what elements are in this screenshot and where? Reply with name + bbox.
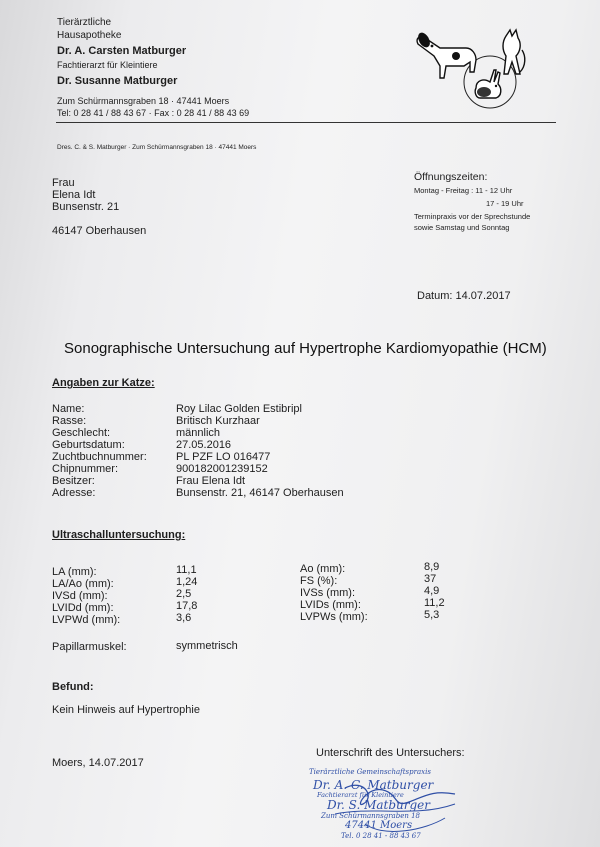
measure-label-fs: FS (%):: [300, 575, 338, 587]
cat-label-sex: Geschlecht:: [52, 427, 111, 439]
measure-label-ivsd: IVSd (mm):: [52, 590, 108, 602]
cat-value-name: Roy Lilac Golden Estibripl: [176, 403, 302, 415]
cat-label-chip: Chipnummer:: [52, 463, 119, 475]
cat-value-breed: Britisch Kurzhaar: [176, 415, 260, 427]
ultrasound-right-labels: [300, 563, 368, 623]
document-title: Sonographische Untersuchung auf Hypertrophe Kardiomyopathie (HCM): [64, 340, 547, 357]
stamp-line7: Tel. 0 28 41 - 88 43 67: [341, 832, 421, 840]
document-date: Datum: 14.07.2017: [417, 290, 511, 302]
stamp-line5: Zum Schürmannsgraben 18: [321, 812, 420, 820]
cat-label-breed: Rasse:: [52, 415, 87, 427]
vet1-name: Dr. A. Carsten Matburger: [57, 45, 187, 57]
measure-value-lvids: 11,2: [424, 597, 445, 609]
measure-value-ivss: 4,9: [424, 585, 440, 597]
papillar-label: Papillarmuskel:: [52, 641, 127, 653]
ultrasound-right-values: [424, 561, 445, 621]
cat-values: [176, 403, 344, 499]
animals-logo-icon: [410, 26, 530, 112]
cat-label-name: Name:: [52, 403, 85, 415]
cat-labels: [52, 403, 147, 499]
cat-label-birthdate: Geburtsdatum:: [52, 439, 125, 451]
measure-value-lvpwd: 3,6: [176, 612, 192, 624]
cat-value-chip: 900182001239152: [176, 463, 268, 475]
measure-value-ivsd: 2,5: [176, 588, 192, 600]
practice-stamp: [305, 768, 475, 847]
findings-text: Kein Hinweis auf Hypertrophie: [52, 704, 200, 716]
opening-hours-title: Öffnungszeiten:: [414, 171, 488, 183]
measure-value-fs: 37: [424, 573, 437, 585]
sender-line: Dres. C. & S. Matburger · Zum Schürmannsgraben 18 · 47441 Moers: [57, 144, 257, 151]
stamp-line2: Dr. A. C. Matburger: [313, 778, 434, 792]
measure-label-lvids: LVIDs (mm):: [300, 599, 361, 611]
findings-heading: Befund:: [52, 681, 94, 693]
cat-value-sex: männlich: [176, 427, 221, 439]
vet2-name: Dr. Susanne Matburger: [57, 75, 178, 87]
measure-value-lvidd: 17,8: [176, 600, 198, 612]
ultrasound-heading: Ultraschalluntersuchung:: [52, 529, 186, 541]
practice-phone-fax: Tel: 0 28 41 / 88 43 67 · Fax : 0 28 41 / 88 43 69: [57, 108, 250, 118]
practice-address: Zum Schürmannsgraben 18 · 47441 Moers: [57, 96, 230, 106]
measure-label-lvpws: LVPWs (mm):: [300, 611, 368, 623]
measure-value-la: 11,1: [176, 564, 197, 576]
opening-hours-line1: Montag - Freitag : 11 - 12 Uhr: [414, 186, 513, 195]
place-date: Moers, 14.07.2017: [52, 757, 144, 769]
measure-label-ivss: IVSs (mm):: [300, 587, 355, 599]
recipient-name: Elena Idt: [52, 189, 96, 201]
handwritten-signature-icon: [305, 768, 475, 847]
cat-value-address: Bunsenstr. 21, 46147 Oberhausen: [176, 487, 344, 499]
cat-label-studbook: Zuchtbuchnummer:: [52, 451, 147, 463]
stamp-line4: Dr. S. Matburger: [327, 798, 431, 812]
measure-value-ao: 8,9: [424, 561, 440, 573]
stamp-line3: Fachtierarzt für Kleintiere: [317, 791, 404, 799]
cat-section-heading: Angaben zur Katze:: [52, 377, 155, 389]
cat-value-studbook: PL PZF LO 016477: [176, 451, 271, 463]
measure-label-ao: Ao (mm):: [300, 563, 346, 575]
measure-label-lvpwd: LVPWd (mm):: [52, 614, 121, 626]
cat-value-owner: Frau Elena Idt: [176, 475, 246, 487]
letterhead-divider: [56, 122, 556, 123]
opening-hours-line2: 17 - 19 Uhr: [486, 199, 524, 208]
measure-label-lvidd: LVIDd (mm):: [52, 602, 114, 614]
opening-hours-line4: sowie Samstag und Sonntag: [414, 223, 510, 232]
recipient-salutation: Frau: [52, 177, 75, 189]
recipient-street: Bunsenstr. 21: [52, 201, 120, 213]
letterhead-line1: Tierärztliche: [57, 17, 112, 28]
opening-hours-line3: Terminpraxis vor der Sprechstunde: [414, 212, 531, 221]
signature-label: Unterschrift des Untersuchers:: [316, 747, 465, 759]
stamp-line6: 47441 Moers: [345, 820, 413, 831]
ultrasound-left-values: [176, 564, 197, 624]
papillar-value: symmetrisch: [176, 640, 238, 652]
cat-value-birthdate: 27.05.2016: [176, 439, 232, 451]
ultrasound-left-labels: [52, 566, 120, 626]
vet1-title: Fachtierarzt für Kleintiere: [57, 60, 158, 70]
measure-label-la: LA (mm):: [52, 566, 97, 578]
measure-value-la-ao: 1,24: [176, 576, 198, 588]
stamp-line1: Tierärztliche Gemeinschaftspraxis: [309, 768, 431, 776]
measure-value-lvpws: 5,3: [424, 609, 440, 621]
cat-label-owner: Besitzer:: [52, 475, 95, 487]
measure-label-la-ao: LA/Ao (mm):: [52, 578, 114, 590]
recipient-city: 46147 Oberhausen: [52, 225, 147, 237]
cat-label-address: Adresse:: [52, 487, 96, 499]
letterhead-line2: Hausapotheke: [57, 30, 122, 41]
